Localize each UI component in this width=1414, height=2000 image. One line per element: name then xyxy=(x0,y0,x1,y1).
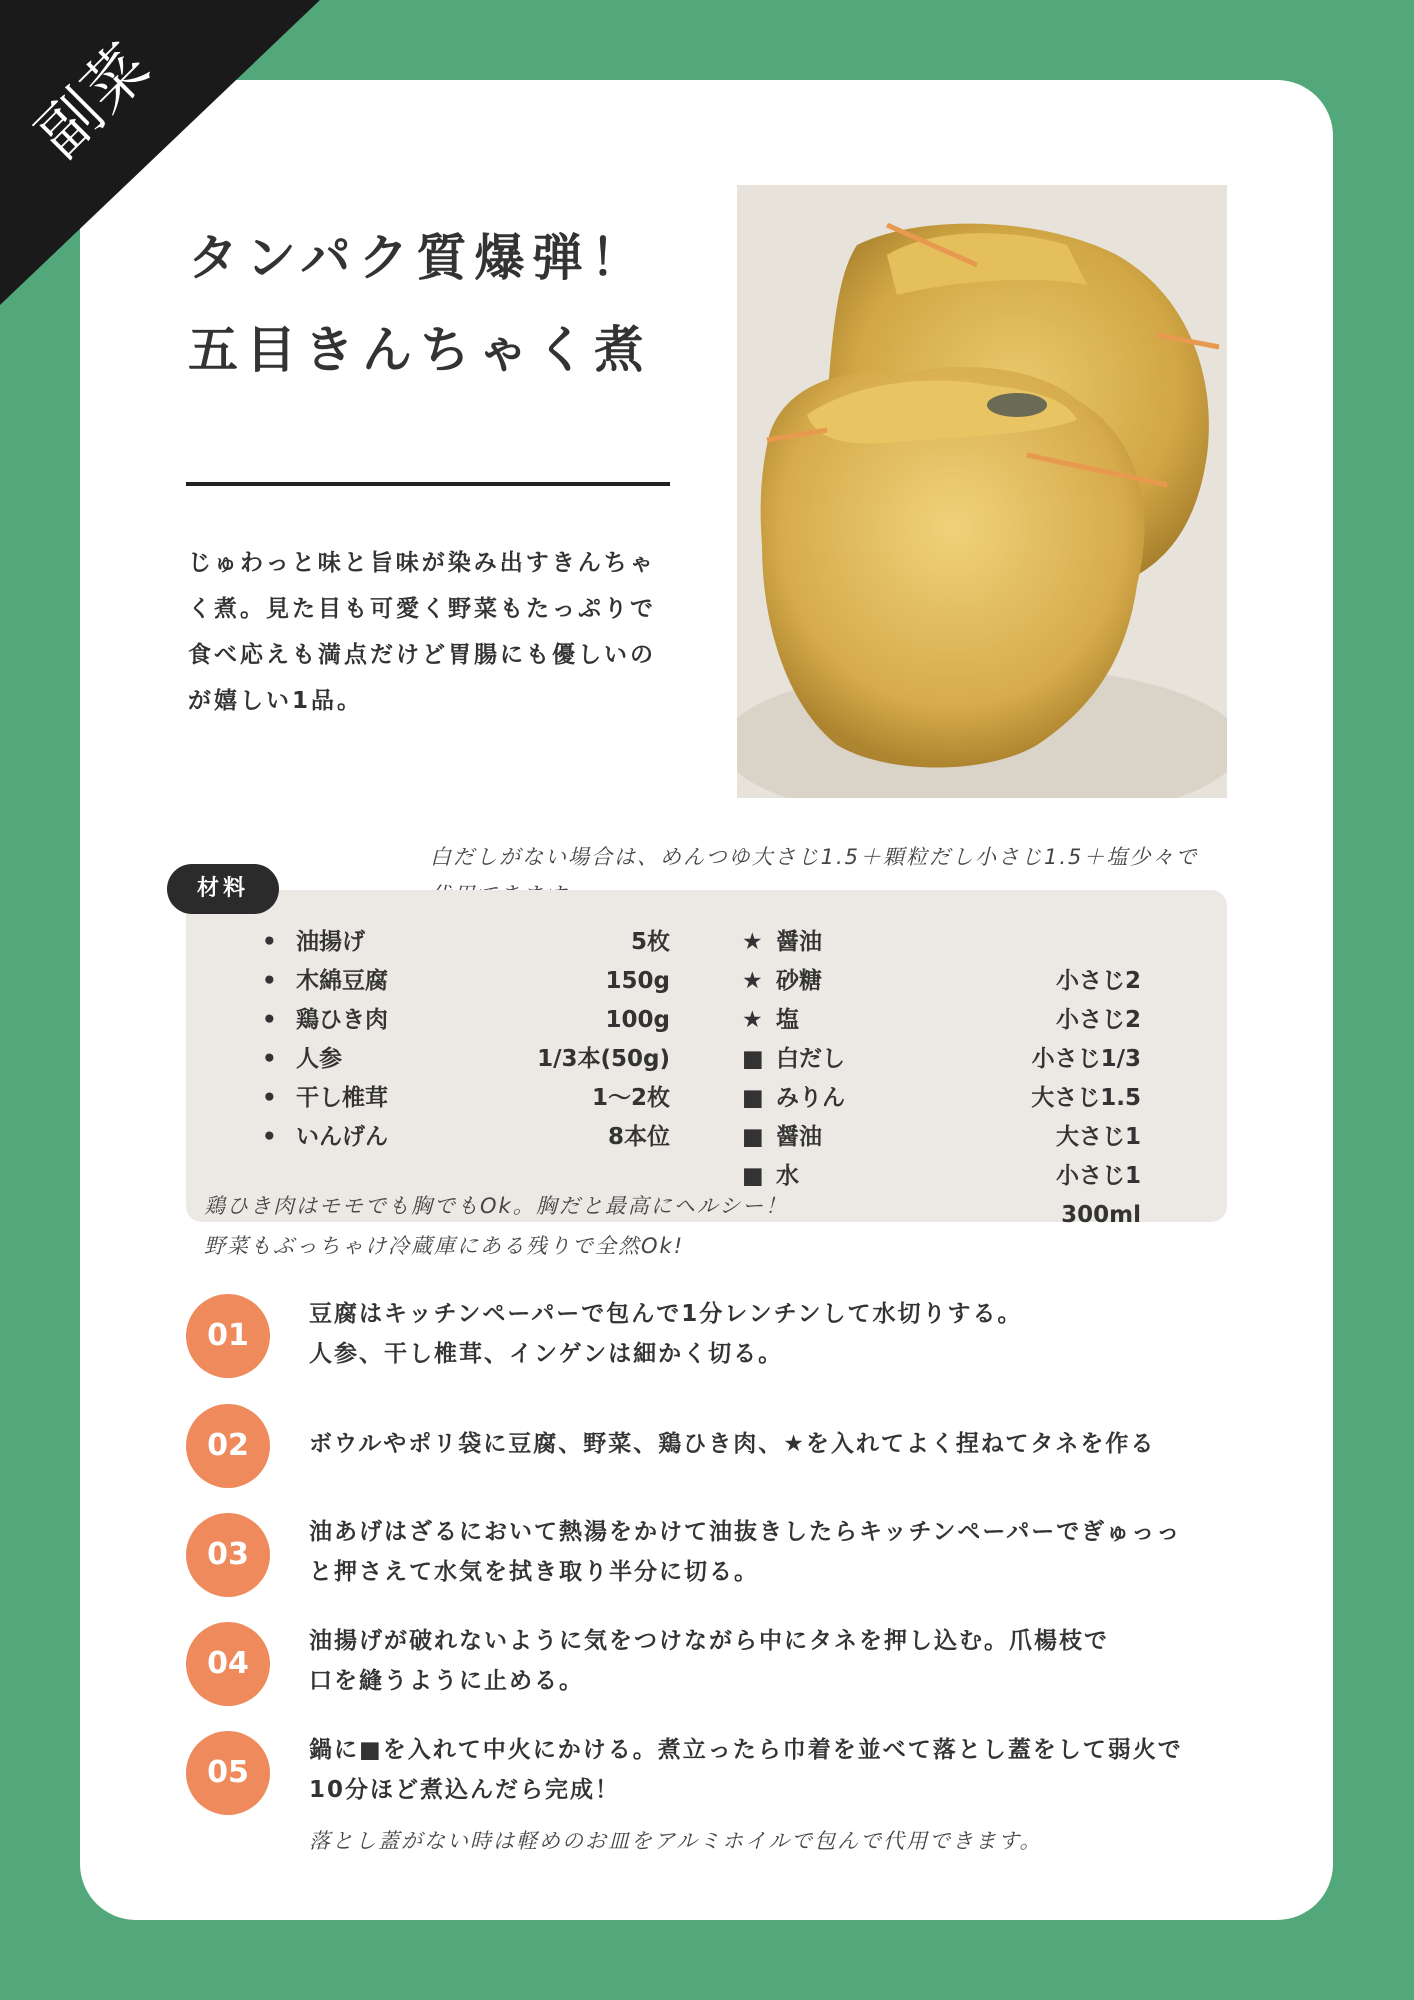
step-line: 鍋に■を入れて中火にかける。煮立ったら巾着を並べて落とし蓋をして弱火で xyxy=(309,1737,1183,1763)
bullet-mark: • xyxy=(262,1046,277,1072)
step-line: 油あげはざるにおいて熱湯をかけて油抜きしたらキッチンペーパーでぎゅっっ xyxy=(309,1519,1182,1545)
star-mark: ★ xyxy=(742,968,763,994)
step-text-05 xyxy=(309,1730,1229,1810)
ingredient-amount: 1/3本(50g) xyxy=(537,1046,670,1072)
seasoning-amount: 小さじ2 xyxy=(1055,968,1141,994)
seasoning-amount: 大さじ1 xyxy=(1055,1124,1141,1150)
ingredient-amount: 150g xyxy=(605,968,670,994)
title-line-2: 五目きんちゃく煮 xyxy=(188,321,652,379)
ingredient-row xyxy=(262,1001,670,1040)
ingredient-name: 干し椎茸 xyxy=(296,1085,388,1111)
step-line: 10分ほど煮込んだら完成！ xyxy=(309,1777,621,1803)
title-line-1: タンパク質爆弾！ xyxy=(188,229,649,287)
seasoning-name: 水 xyxy=(776,1163,799,1189)
star-mark: ★ xyxy=(742,1007,763,1033)
ingredient-name: 人参 xyxy=(296,1046,342,1072)
ingredient-row xyxy=(262,1079,670,1118)
ingredient-amount: 1〜2枚 xyxy=(591,1085,670,1111)
ingredient-row xyxy=(262,923,670,962)
bullet-mark: • xyxy=(262,929,277,955)
step-number-02: 02 xyxy=(186,1404,270,1488)
seasoning-name: 醤油 xyxy=(776,929,822,955)
seasoning-name: みりん xyxy=(776,1085,845,1111)
title-divider xyxy=(186,482,670,486)
ingredient-row xyxy=(262,1118,670,1157)
ingredient-row xyxy=(262,1040,670,1079)
ingredients-left-column xyxy=(262,923,670,1157)
step-number-04: 04 xyxy=(186,1622,270,1706)
category-label: 副菜 xyxy=(22,28,165,172)
lid-note: 落とし蓋がない時は軽めのお皿をアルミホイルで包んで代用できます。 xyxy=(309,1829,1043,1853)
step-text-03 xyxy=(309,1512,1229,1592)
step-text-04 xyxy=(309,1621,1229,1701)
seasoning-amount: 小さじ1/3 xyxy=(1031,1046,1141,1072)
bullet-mark: • xyxy=(262,1085,277,1111)
step-line: と押さえて水気を拭き取り半分に切る。 xyxy=(309,1559,759,1585)
step-line: 口を縫うように止める。 xyxy=(309,1668,584,1694)
square-mark: ■ xyxy=(742,1124,764,1150)
square-mark: ■ xyxy=(742,1163,764,1189)
seasoning-name: 醤油 xyxy=(776,1124,822,1150)
ingredient-row xyxy=(262,962,670,1001)
ingredient-amount: 5枚 xyxy=(630,929,670,955)
seasoning-row xyxy=(742,923,1141,962)
ingredient-name: 鶏ひき肉 xyxy=(296,1007,388,1033)
step-number-01: 01 xyxy=(186,1294,270,1378)
ingredient-amount: 8本位 xyxy=(607,1124,670,1150)
step-number-05: 05 xyxy=(186,1731,270,1815)
ingredient-name: 油揚げ xyxy=(296,929,365,955)
seasoning-name: 白だし xyxy=(776,1046,845,1072)
seasoning-amount: 大さじ1.5 xyxy=(1031,1085,1141,1111)
square-mark: ■ xyxy=(742,1046,764,1072)
step-line: 油揚げが破れないように気をつけながら中にタネを押し込む。爪楊枝で xyxy=(309,1628,1109,1654)
step-number-03: 03 xyxy=(186,1513,270,1597)
recipe-description: じゅわっと味と旨味が染み出すきんちゃく煮。見た目も可愛く野菜もたっぷりで食べ応えも満点だけど胃腸にも優しいのが嬉しい1品。 xyxy=(188,550,656,714)
ingredient-name: 木綿豆腐 xyxy=(296,968,388,994)
step-text-01 xyxy=(309,1294,1229,1374)
ingredients-label: 材料 xyxy=(167,864,279,914)
bullet-mark: • xyxy=(262,968,277,994)
bullet-mark: • xyxy=(262,1124,277,1150)
square-mark: ■ xyxy=(742,1085,764,1111)
chicken-note-line-2: 野菜もぶっちゃけ冷蔵庫にある残りで全然Ok! xyxy=(204,1234,685,1258)
ingredient-amount: 100g xyxy=(605,1007,670,1033)
chicken-note-line-1: 鶏ひき肉はモモでも胸でもOk。胸だと最高にヘルシー！ xyxy=(204,1194,789,1218)
step-line: 人参、干し椎茸、インゲンは細かく切る。 xyxy=(309,1341,784,1367)
step-text-02 xyxy=(309,1424,1229,1464)
step-line: 豆腐はキッチンペーパーで包んで1分レンチンして水切りする。 xyxy=(309,1301,1023,1327)
bullet-mark: • xyxy=(262,1007,277,1033)
seasoning-amount: 300ml xyxy=(1061,1202,1141,1228)
seasoning-amount: 小さじ1 xyxy=(1055,1163,1141,1189)
seasoning-amounts xyxy=(1000,962,1141,1235)
step-line: ボウルやポリ袋に豆腐、野菜、鶏ひき肉、★を入れてよく捏ねてタネを作る xyxy=(309,1431,1156,1457)
ingredient-name: いんげん xyxy=(296,1124,388,1150)
seasoning-amount: 小さじ2 xyxy=(1055,1007,1141,1033)
seasoning-name: 塩 xyxy=(776,1007,799,1033)
dashi-note-line-1: 白だしがない場合は、めんつゆ大さじ1.5＋顆粒だし小さじ1.5＋塩少々で xyxy=(430,845,1199,869)
star-mark: ★ xyxy=(742,929,763,955)
seasoning-name: 砂糖 xyxy=(776,968,822,994)
dish-photo xyxy=(737,185,1227,798)
